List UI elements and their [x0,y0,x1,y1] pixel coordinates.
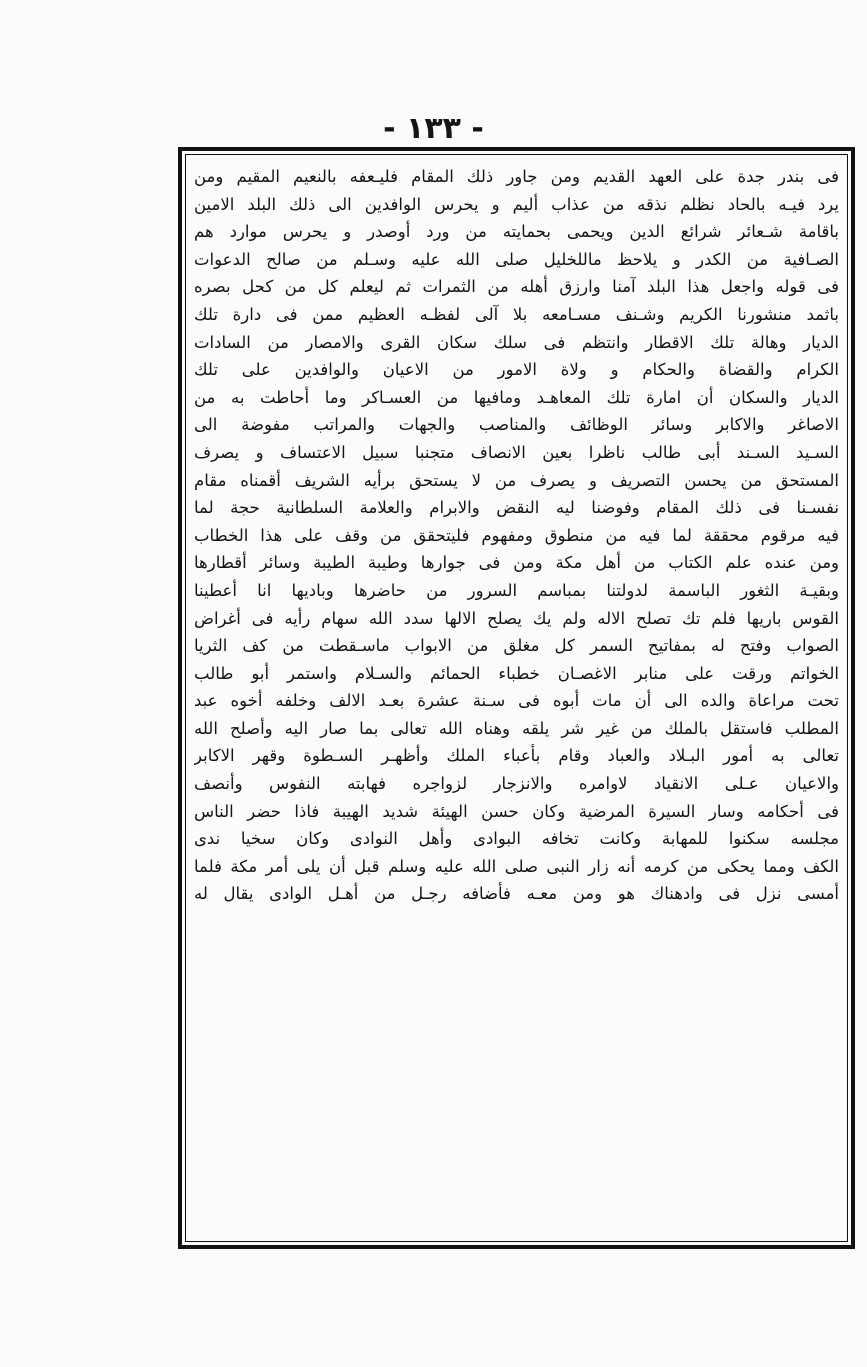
text-line: الديار والسكان أن امارة تلك المعاهـد ومافيها من العسـاكر وما أحاطت به من [194,387,839,407]
text-line: الصواب وفتح له بمفاتيح السمر كل مغلق من الابواب ماسـقطت من كف الثريا [194,636,839,656]
text-line: ومن عنده علم الكتاب من أهل مكة ومن فى جوارها وطيبة الطيبة وسائر أقطارها [194,553,839,573]
text-line: يرد فيـه بالحاد نظلم نذقه من عذاب أليم و يحرس الوافدين الى ذلك البلد الامين [194,194,839,214]
text-line: مجلسه سكنوا للمهابة وكانت تخافه البوادى وأهل النوادى وكان سخيا ندى [194,829,839,849]
text-frame [178,147,855,1249]
text-line: السـيد السـند أبى طالب ناظرا بعين الانصاف متجنبا سبيل الاعتساف و يصرف [194,442,839,462]
text-line: أمسى نزل فى وادهناك هو ومن معـه فأضافه رجـل من أهـل الوادى يقال له [194,884,839,904]
text-line: وبقيـة الثغور الباسمة لدولتنا بمباسم السرور من حاضرها وباديها انا أعطينا [194,580,839,600]
text-line: الخواتم ورقت على منابر الاغصـان خطباء الحمائم والسـلام واستمر أبو طالب [194,663,839,683]
text-line: الديار وهالة تلك الاقطار وانتظم فى سلك سكان القرى والامصار من السادات [194,332,839,352]
text-line: الكف ومما يحكى من كرمه أنه زار النبى صلى الله عليه وسلم قبل أن يلى أمر مكة فلما [194,856,839,876]
text-line: والاعيان عـلى الانقياد لاوامره والانزجار لزواجره فهابته النفوس وأنصف [194,774,839,794]
text-line: فى أحكامه وسار السيرة المرضية وكان حسن الهيئة شديد الهيبة فاذا حضر الناس [194,801,839,821]
text-line: الكرام والقضاة والحكام و ولاة الامور من الاعيان والوافدين على تلك [194,360,839,380]
text-line: فى بندر جدة على العهد القديم ومن جاور ذلك المقام فليـعفه بالنعيم المقيم ومن [194,167,839,186]
text-line: باقامة شـعائر شرائع الدين ويحمى بحمايته من ورد أوصدر و يحرس موارد هم [194,222,839,242]
text-line: باثمد منشورنا الكريم وشـنف مسـامعه بلا آلى لفظـه العظيم ممن فى دارة تلك [194,304,839,324]
text-line: الاصاغر والاكابر وسائر الوظائف والمناصب والجهات والمراتب مفوضة الى [194,415,839,435]
text-line: المطلب فاستقل بالملك من غير شر يلقه وهناه الله تعالى بما صار اليه وأصلح الله [194,718,839,738]
text-line: الصـافية من الكدر و يلاحظ ماللخليل صلى الله عليه وسـلم من صالح الدعوات [194,249,839,269]
text-line: فيه مرقوم محققة لما فيه من منطوق ومفهوم فليتحقق من وقف على هذا الخطاب [194,525,839,545]
text-line: تعالى به أمور البـلاد والعباد وقام بأعباء الملك وأظهـر السـطوة وقهر الاكابر [194,746,839,766]
text-line: تحت مراعاة والده الى أن مات أبوه فى سـنة عشرة بعـد الالف وخلفه أخوه عبد [194,691,839,711]
page-number: - ١٣٣ - [383,111,484,146]
text-line: القوس باريها فلم تك تصلح الاله ولم يك يصلح الالها سدد الله سهام رأيه فى أغراض [194,608,839,628]
text-line: فى قوله واجعل هذا البلد آمنا وارزق أهله من الثمرات ثم ليعلم كل من كحل بصره [194,277,839,297]
text-body [185,154,848,1242]
text-line: نفسـنا فى ذلك المقام وفوضنا ليه النقض والابرام والعلامة السلطانية حجة لما [194,498,839,518]
text-line: المستحق من يحسن التصريف و يصرف من لا يستحق برأيه الشريف أقمناه مقام [194,470,839,490]
